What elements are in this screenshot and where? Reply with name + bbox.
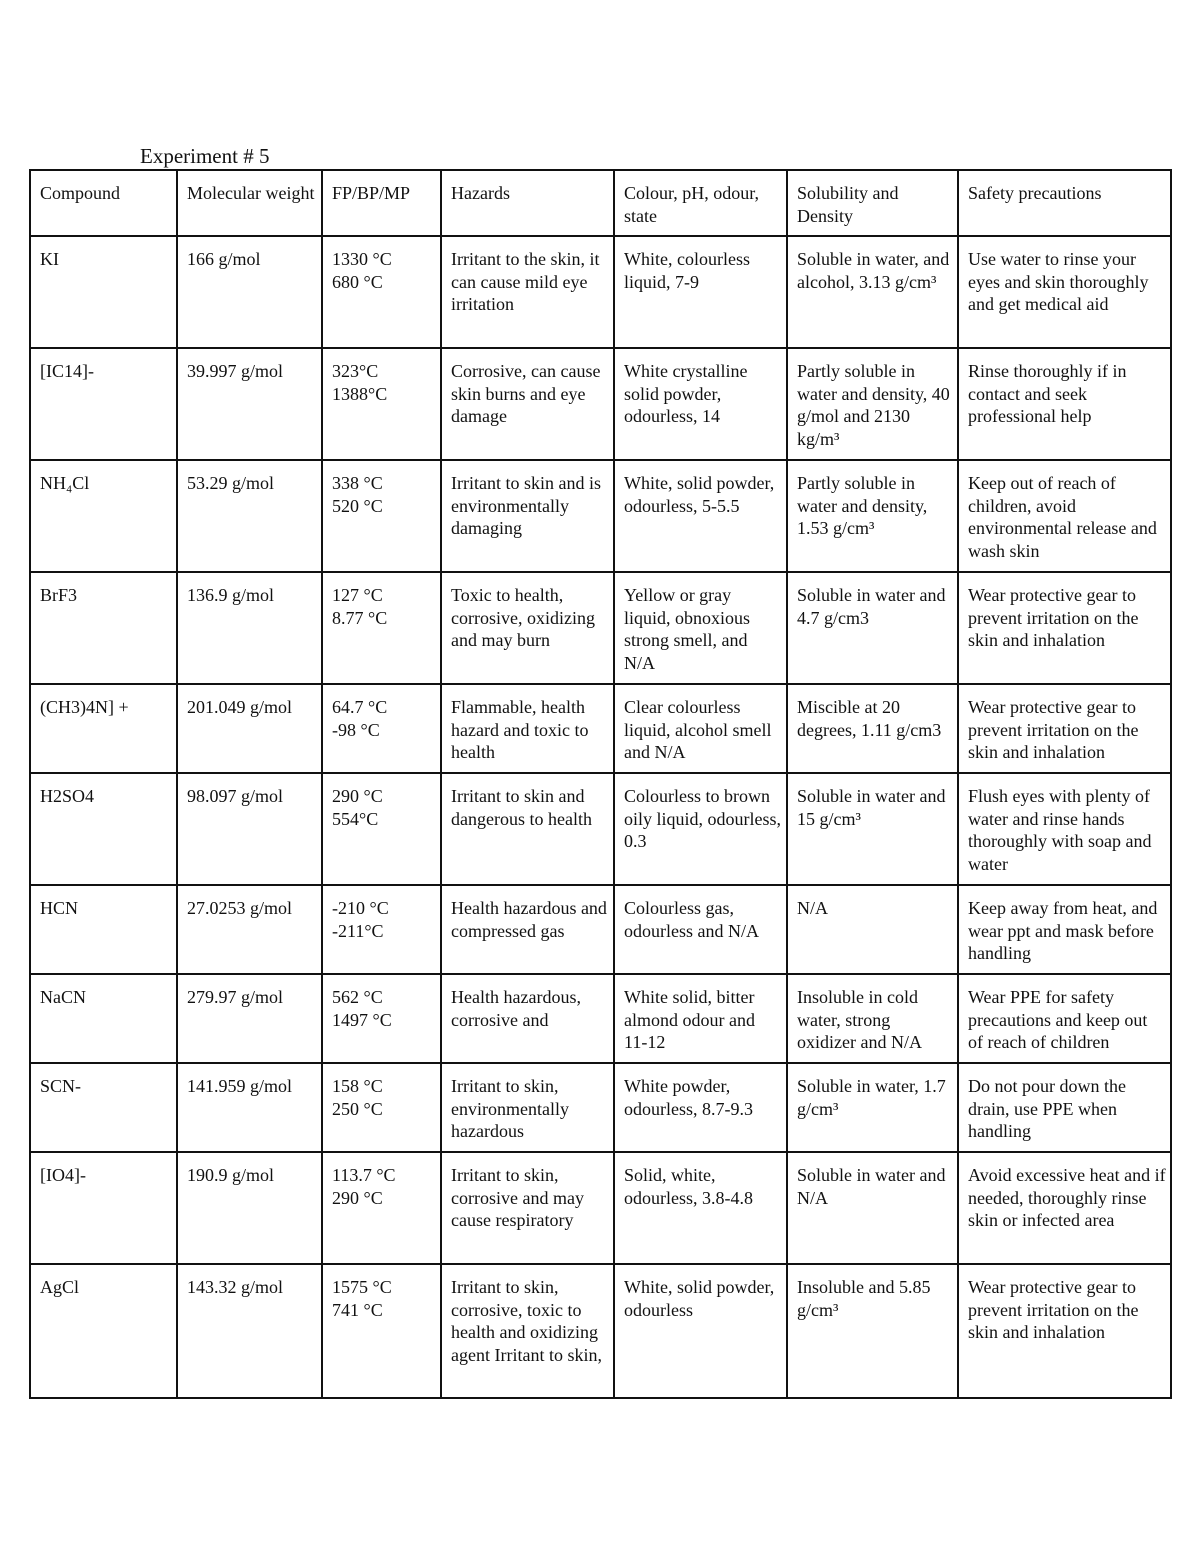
table-row [30,773,1171,885]
table-row [30,974,1171,1063]
cell-compound: AgCl [30,1264,177,1398]
cell-fp-bp-mp: 158 °C 250 °C [322,1063,441,1152]
cell-colour-ph-odour-state: White solid, bitter almond odour and 11-12 [614,974,787,1063]
cell-safety-precautions: Do not pour down the drain, use PPE when handling [958,1063,1171,1152]
table-row [30,1264,1171,1398]
cell-safety-precautions: Flush eyes with plenty of water and rinse hands thoroughly with soap and water [958,773,1171,885]
cell-molecular-weight: 201.049 g/mol [177,684,322,773]
header-row [30,170,1171,236]
cell-solubility-density: Insoluble and 5.85 g/cm³ [787,1264,958,1398]
cell-compound: HCN [30,885,177,974]
cell-compound: BrF3 [30,572,177,684]
cell-compound: NaCN [30,974,177,1063]
table-row [30,885,1171,974]
cell-solubility-density: N/A [787,885,958,974]
table-row [30,348,1171,460]
cell-hazards: Corrosive, can cause skin burns and eye damage [441,348,614,460]
cell-colour-ph-odour-state: Solid, white, odourless, 3.8-4.8 [614,1152,787,1264]
cell-colour-ph-odour-state: White, solid powder, odourless [614,1264,787,1398]
table-row [30,460,1171,572]
cell-molecular-weight: 98.097 g/mol [177,773,322,885]
header-safety-precautions: Safety precautions [958,170,1171,236]
cell-colour-ph-odour-state: White crystalline solid powder, odourless, 14 [614,348,787,460]
cell-safety-precautions: Rinse thoroughly if in contact and seek professional help [958,348,1171,460]
document-title: Experiment # 5 [140,144,270,168]
cell-colour-ph-odour-state: Colourless gas, odourless and N/A [614,885,787,974]
cell-solubility-density: Insoluble in cold water, strong oxidizer and N/A [787,974,958,1063]
cell-compound: [IO4]- [30,1152,177,1264]
cell-hazards: Irritant to skin and is environmentally damaging [441,460,614,572]
table-row [30,236,1171,348]
cell-solubility-density: Soluble in water and 15 g/cm³ [787,773,958,885]
header-compound: Compound [30,170,177,236]
cell-compound: NH₄Cl [30,460,177,572]
cell-safety-precautions: Wear protective gear to prevent irritation on the skin and inhalation [958,572,1171,684]
cell-hazards: Irritant to skin, corrosive and may cause respiratory [441,1152,614,1264]
cell-fp-bp-mp: 562 °C 1497 °C [322,974,441,1063]
cell-molecular-weight: 53.29 g/mol [177,460,322,572]
cell-molecular-weight: 136.9 g/mol [177,572,322,684]
cell-hazards: Irritant to the skin, it can cause mild eye irritation [441,236,614,348]
cell-colour-ph-odour-state: White, solid powder, odourless, 5-5.5 [614,460,787,572]
table-row [30,684,1171,773]
cell-colour-ph-odour-state: Clear colourless liquid, alcohol smell and N/A [614,684,787,773]
cell-molecular-weight: 27.0253 g/mol [177,885,322,974]
table-row [30,572,1171,684]
compound-safety-table [29,169,1172,1399]
cell-hazards: Irritant to skin and dangerous to health [441,773,614,885]
cell-molecular-weight: 190.9 g/mol [177,1152,322,1264]
cell-hazards: Health hazardous, corrosive and [441,974,614,1063]
header-molecular-weight: Molecular weight [177,170,322,236]
cell-hazards: Toxic to health, corrosive, oxidizing and may burn [441,572,614,684]
cell-solubility-density: Partly soluble in water and density, 40 g/mol and 2130 kg/m³ [787,348,958,460]
cell-fp-bp-mp: 338 °C 520 °C [322,460,441,572]
header-hazards: Hazards [441,170,614,236]
cell-fp-bp-mp: 113.7 °C 290 °C [322,1152,441,1264]
cell-colour-ph-odour-state: Colourless to brown oily liquid, odourless, 0.3 [614,773,787,885]
cell-solubility-density: Miscible at 20 degrees, 1.11 g/cm3 [787,684,958,773]
cell-molecular-weight: 141.959 g/mol [177,1063,322,1152]
cell-hazards: Flammable, health hazard and toxic to health [441,684,614,773]
cell-hazards: Irritant to skin, corrosive, toxic to health and oxidizing agent Irritant to skin, [441,1264,614,1398]
cell-safety-precautions: Wear protective gear to prevent irritation on the skin and inhalation [958,1264,1171,1398]
cell-fp-bp-mp: -210 °C -211°C [322,885,441,974]
cell-compound: SCN- [30,1063,177,1152]
cell-safety-precautions: Avoid excessive heat and if needed, thoroughly rinse skin or infected area [958,1152,1171,1264]
cell-molecular-weight: 166 g/mol [177,236,322,348]
cell-safety-precautions: Wear PPE for safety precautions and keep out of reach of children [958,974,1171,1063]
cell-molecular-weight: 143.32 g/mol [177,1264,322,1398]
cell-safety-precautions: Keep out of reach of children, avoid environmental release and wash skin [958,460,1171,572]
cell-solubility-density: Soluble in water and 4.7 g/cm3 [787,572,958,684]
cell-compound: H2SO4 [30,773,177,885]
header-solubility-density: Solubility and Density [787,170,958,236]
cell-compound: KI [30,236,177,348]
cell-solubility-density: Soluble in water, 1.7 g/cm³ [787,1063,958,1152]
cell-molecular-weight: 39.997 g/mol [177,348,322,460]
cell-colour-ph-odour-state: Yellow or gray liquid, obnoxious strong smell, and N/A [614,572,787,684]
cell-fp-bp-mp: 290 °C 554°C [322,773,441,885]
table-body [30,236,1171,1398]
cell-fp-bp-mp: 1330 °C 680 °C [322,236,441,348]
cell-fp-bp-mp: 1575 °C 741 °C [322,1264,441,1398]
cell-molecular-weight: 279.97 g/mol [177,974,322,1063]
cell-hazards: Health hazardous and compressed gas [441,885,614,974]
header-fp-bp-mp: FP/BP/MP [322,170,441,236]
cell-fp-bp-mp: 127 °C 8.77 °C [322,572,441,684]
cell-fp-bp-mp: 323°C 1388°C [322,348,441,460]
cell-solubility-density: Soluble in water and N/A [787,1152,958,1264]
cell-colour-ph-odour-state: White powder, odourless, 8.7-9.3 [614,1063,787,1152]
cell-safety-precautions: Use water to rinse your eyes and skin thoroughly and get medical aid [958,236,1171,348]
cell-solubility-density: Soluble in water, and alcohol, 3.13 g/cm³ [787,236,958,348]
cell-compound: (CH3)4N] + [30,684,177,773]
cell-colour-ph-odour-state: White, colourless liquid, 7-9 [614,236,787,348]
cell-hazards: Irritant to skin, environmentally hazardous [441,1063,614,1152]
table-row [30,1152,1171,1264]
table-row [30,1063,1171,1152]
cell-safety-precautions: Wear protective gear to prevent irritation on the skin and inhalation [958,684,1171,773]
cell-solubility-density: Partly soluble in water and density, 1.53 g/cm³ [787,460,958,572]
cell-fp-bp-mp: 64.7 °C -98 °C [322,684,441,773]
cell-compound: [IC14]- [30,348,177,460]
cell-safety-precautions: Keep away from heat, and wear ppt and mask before handling [958,885,1171,974]
header-colour-ph-odour-state: Colour, pH, odour, state [614,170,787,236]
